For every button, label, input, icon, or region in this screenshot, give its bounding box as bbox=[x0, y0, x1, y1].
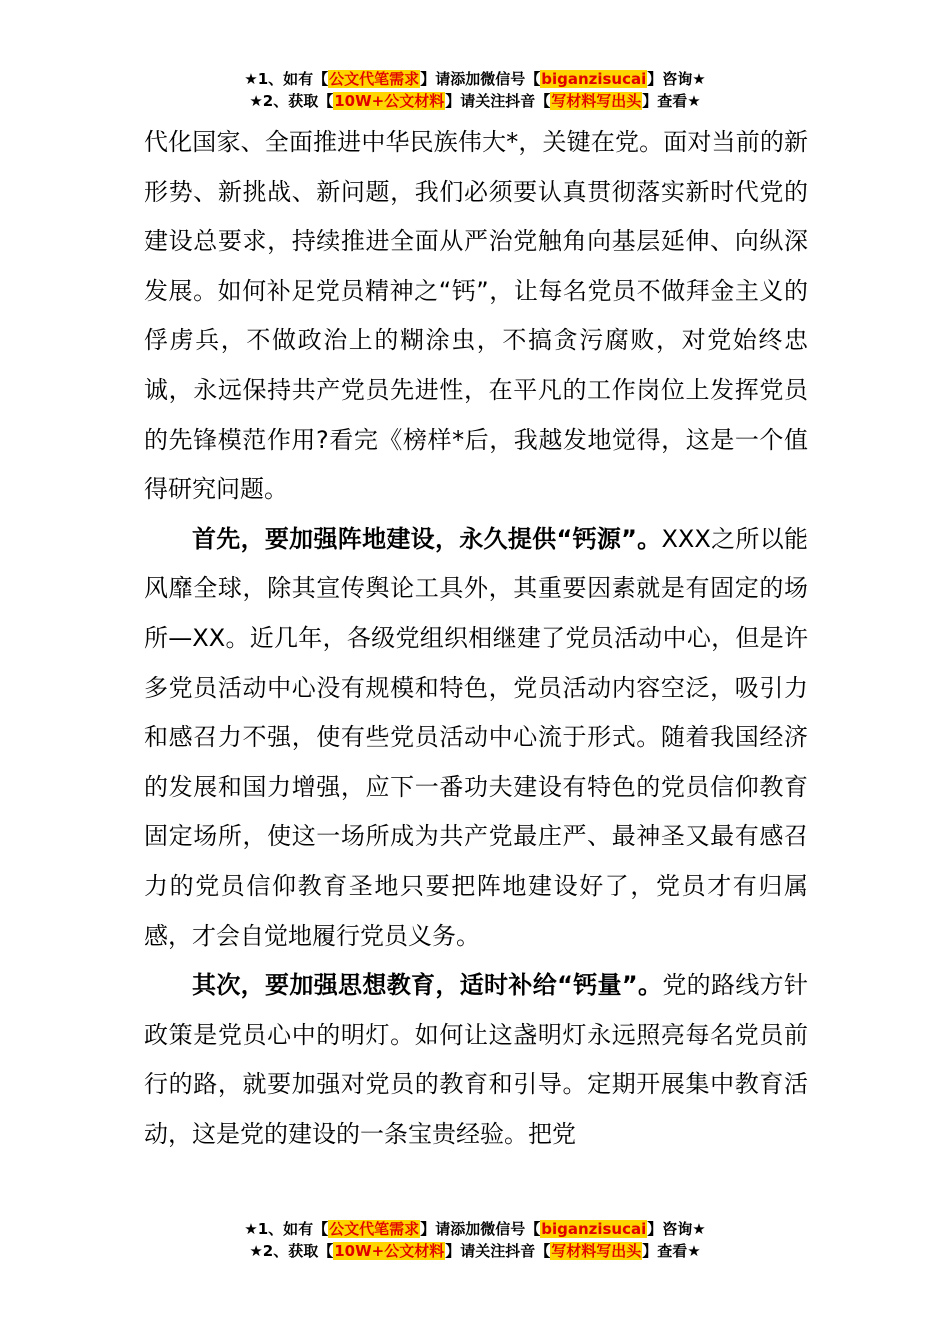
banner-highlight: 公文代笔需求 bbox=[329, 1220, 420, 1238]
banner-line-1: ★1、如有【公文代笔需求】请添加微信号【biganzisucai】咨询★ bbox=[244, 70, 706, 88]
header-banner bbox=[0, 68, 950, 112]
paragraph-heading: 首先，要加强阵地建设，永久提供“钙源”。 bbox=[192, 524, 662, 553]
banner-highlight: biganzisucai bbox=[541, 1220, 647, 1238]
paragraph-3: 其次，要加强思想教育，适时补给“钙量”。党的路线方针政策是党员心中的明灯。如何让这盏明灯永远照亮每名党员前行的路，就要加强对党员的教育和引导。定期开展集中教育活动，这是党的建设的一条宝贵经验。把党 bbox=[144, 971, 809, 1148]
paragraph-1: 代化国家、全面推进中华民族伟大*，关键在党。面对当前的新形势、新挑战、新问题，我们必须要认真贯彻落实新时代党的建设总要求，持续推进全面从严治党触角向基层延伸、向纵深发展。如何补足党员精神之“钙”，让每名党员不做拜金主义的俘虏兵，不做政治上的糊涂虫，不搞贪污腐败，对党始终忠诚，永远保持共产党员先进性，在平凡的工作岗位上发挥党员的先锋模范作用?看完《榜样*后，我越发地觉得，这是一个值得研究问题。 bbox=[144, 128, 808, 504]
banner-highlight: 10W+公文材料 bbox=[334, 92, 445, 110]
banner-line-2: ★2、获取【10W+公文材料】请关注抖音【写材料写出头】查看★ bbox=[249, 1242, 701, 1260]
banner-highlight: 10W+公文材料 bbox=[334, 1242, 445, 1260]
banner-highlight: 写材料写出头 bbox=[551, 1242, 642, 1260]
paragraph-heading: 其次，要加强思想教育，适时补给“钙量”。 bbox=[192, 971, 663, 1000]
document-body bbox=[144, 118, 808, 1159]
paragraph-2: 首先，要加强阵地建设，永久提供“钙源”。XXX之所以能风靡全球，除其宣传舆论工具外，其重要因素就是有固定的场所—XX。近几年，各级党组织相继建了党员活动中心，但是许多党员活动中心没有规模和特色，党员活动内容空泛，吸引力和感召力不强，使有些党员活动中心流于形式。随着我国经济的发展和国力增强，应下一番功夫建设有特色的党员信仰教育固定场所，使这一场所成为共产党最庄严、最神圣又最有感召力的党员信仰教育圣地只要把阵地建设好了，党员才有归属感，才会自觉地履行党员义务。 bbox=[144, 524, 808, 950]
banner-highlight: 公文代笔需求 bbox=[329, 70, 420, 88]
footer-banner bbox=[0, 1218, 950, 1262]
banner-highlight: biganzisucai bbox=[541, 70, 647, 88]
banner-line-2: ★2、获取【10W+公文材料】请关注抖音【写材料写出头】查看★ bbox=[249, 92, 701, 110]
banner-highlight: 写材料写出头 bbox=[551, 92, 642, 110]
banner-line-1: ★1、如有【公文代笔需求】请添加微信号【biganzisucai】咨询★ bbox=[244, 1220, 706, 1238]
